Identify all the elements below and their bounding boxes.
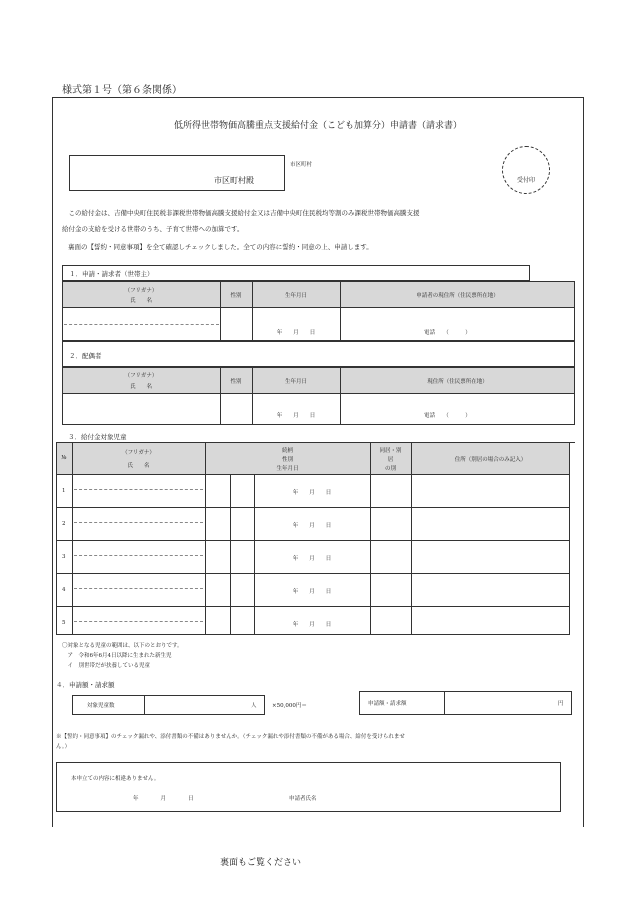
section3-heading: ３．給付金対象児童	[68, 433, 127, 441]
declaration-date[interactable]: 年 月 日	[133, 796, 194, 802]
section2-furigana: （フリガナ）	[124, 373, 158, 379]
section3-furigana: （フリガナ）	[122, 450, 155, 456]
row-number: 2	[62, 521, 66, 527]
section1-dob: 生年月日	[284, 293, 307, 299]
receipt-stamp-label: 受付印	[516, 177, 535, 184]
section3-cohabit-3: の別	[384, 466, 396, 472]
section3-no: №	[61, 455, 67, 461]
warning-line-1: ※【誓約・同意事項】のチェック漏れや、添付書類の不備はありませんか。（チェック漏れや添付書類の不備がある場合、給付を受けられませ	[56, 734, 405, 740]
children-count-box[interactable]	[72, 695, 265, 715]
addressee-name: 市区町村殿	[214, 176, 254, 185]
section1-phone-field[interactable]: 電話 （ ）	[424, 330, 471, 336]
applicant-name-label: 申請者氏名	[289, 796, 317, 802]
row-dob-field[interactable]: 年 月 日	[292, 589, 332, 595]
section1-heading: １．申請・請求者（世帯主）	[69, 270, 154, 278]
section3-cohabit-1: 同居・別	[379, 448, 402, 454]
section2-name-field[interactable]	[63, 394, 220, 424]
section4-heading: ４．申請額・請求額	[56, 681, 115, 689]
receipt-stamp	[502, 146, 550, 194]
section2-dob-field[interactable]: 年 月 日	[276, 413, 316, 419]
row-number: 3	[62, 554, 66, 560]
section1-address: 申請者の現住所（住民票所在地）	[416, 293, 499, 299]
note-line-3: イ 別世帯だが扶養している児童	[62, 663, 151, 669]
row-dob-field[interactable]: 年 月 日	[292, 622, 332, 628]
section2-gender-field[interactable]	[221, 394, 252, 424]
amount-label: 申請額・請求額	[368, 701, 407, 707]
note-line-1: 〇対象となる児童の範囲は、以下のとおりです。	[62, 643, 183, 649]
section2-gender: 性別	[230, 379, 242, 385]
multiplier: ×50,000円＝	[272, 703, 307, 709]
amount-box[interactable]	[359, 691, 572, 715]
section1-gender: 性別	[230, 293, 242, 299]
section2-dob: 生年月日	[284, 379, 307, 385]
section3-relation: 続柄	[281, 448, 293, 454]
yen-unit: 円	[558, 701, 564, 707]
section1-heading-box	[62, 265, 530, 281]
section1-name-field[interactable]	[63, 308, 220, 340]
row-dob-field[interactable]: 年 月 日	[292, 556, 332, 562]
warning-line-2: ん。）	[56, 744, 71, 750]
section3-gender: 性別	[281, 457, 293, 463]
section3-dob: 生年月日	[276, 466, 299, 472]
section1-gender-field[interactable]	[221, 308, 252, 340]
intro-line-1: この給付金は、吉備中央町住民税非課税世帯物価高騰支援給付金又は吉備中央町住民税均等割のみ課税世帯物価高騰支援	[68, 209, 420, 217]
row-number: 5	[62, 620, 66, 626]
declaration-text: 本申立ての内容に相違ありません。	[71, 776, 160, 782]
row-number: 1	[62, 488, 66, 494]
declaration-box	[56, 762, 561, 812]
person-unit: 人	[251, 703, 257, 709]
note-line-2: ア 令和6年6月4日以降に生まれた新生児	[62, 653, 172, 659]
footer-note: 裏面もご覧ください	[220, 858, 302, 868]
page-title: 低所得世帯物価高騰重点支援給付金（こども加算分）申請書（請求書）	[173, 121, 462, 131]
section1-furigana: （フリガナ）	[124, 288, 158, 294]
section2-name: 氏 名	[129, 384, 152, 390]
intro-line-3: 裏面の【誓約・同意事項】を全て確認しチェックしました。全ての内容に誓約・同意の上、申請します。	[68, 243, 373, 251]
row-dob-field[interactable]: 年 月 日	[292, 490, 332, 496]
intro-line-2: 給付金の支給を受ける世帯のうち、子育て世帯への加算です。	[62, 225, 244, 233]
addressee-box[interactable]	[69, 155, 285, 191]
section3-address: 住所（別居の場合のみ記入）	[454, 457, 527, 463]
section3-cohabit-2: 居	[387, 457, 394, 463]
section2-phone-field[interactable]: 電話 （ ）	[424, 413, 471, 419]
row-dob-field[interactable]: 年 月 日	[292, 523, 332, 529]
section2-heading-box	[62, 341, 575, 367]
row-number: 4	[62, 587, 66, 593]
municipality-label: 市区町村	[290, 162, 313, 168]
section2-heading: ２．配偶者	[69, 352, 102, 360]
section2-address: 現住所（住民票所在地）	[427, 379, 488, 385]
section3-name: 氏 名	[127, 463, 150, 469]
section1-dob-field[interactable]: 年 月 日	[276, 330, 316, 336]
section1-name: 氏 名	[129, 298, 152, 304]
children-count-label: 対象児童数	[87, 703, 115, 709]
form-number: 様式第１号（第６条関係）	[62, 85, 182, 96]
